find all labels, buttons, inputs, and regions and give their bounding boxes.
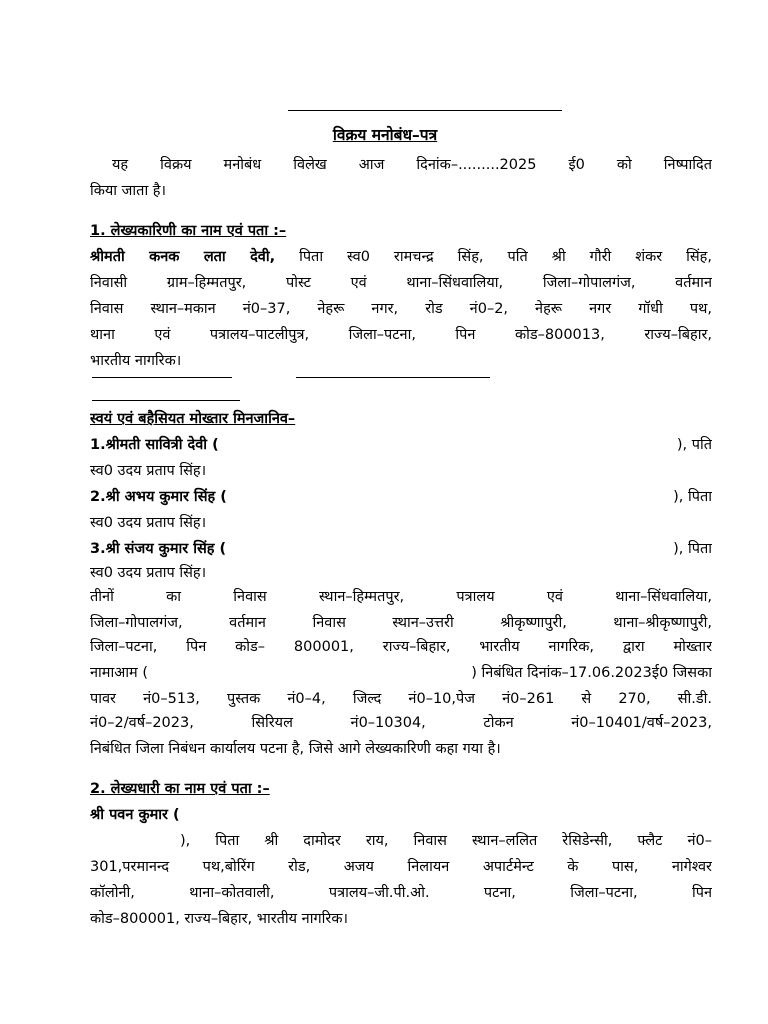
section1-line-1 bbox=[90, 244, 712, 270]
party-3-name: 3.श्री संजय कुमार सिंह ( bbox=[90, 541, 227, 557]
section1-line-2: निवासी ग्राम–हिम्मतपुर, पोस्ट एवं थाना–सिंधवालिया, जिला–गोपालगंज, वर्तमान bbox=[90, 275, 712, 291]
attorney-para-4-left: नामाआम ( bbox=[90, 665, 148, 681]
attorney-para-1: तीनों का निवास स्थान–हिम्मतपुर, पत्रालय एवं थाना–सिंधवालिया, bbox=[90, 589, 712, 605]
party-1-relation: ), पति bbox=[676, 437, 712, 453]
party-3-relation: ), पिता bbox=[673, 541, 712, 557]
top-rule bbox=[288, 110, 562, 111]
attorney-para-3: जिला–पटना, पिन कोड– 800001, राज्य–बिहार, भारतीय नागरिक, द्वारा मोख्तार bbox=[90, 639, 712, 655]
intro-line-1: यह विक्रय मनोबंध विलेख आज दिनांक–.........2025 ई0 को निष्पादित bbox=[112, 157, 712, 173]
attorney-para-2: जिला–गोपालगंज, वर्तमान निवास स्थान–उत्तरी श्रीकृष्णापुरी, थाना–श्रीकृष्णापुरी, bbox=[90, 615, 712, 631]
section2-line-3: कॉलोनी, थाना–कोतवाली, पत्रालय–जी.पी.ओ. पटना, जिला–पटना, पिन bbox=[90, 885, 712, 901]
party-3-line bbox=[90, 536, 712, 562]
document-title: विक्रय मनोबंध–पत्र bbox=[332, 126, 438, 144]
signature-rule-left bbox=[92, 377, 232, 378]
intro-line-2: किया जाता है। bbox=[90, 183, 167, 199]
section1-line-4: थाना एवं पत्रालय–पाटलीपुत्र, जिला–पटना, पिन कोड–800013, राज्य–बिहार, bbox=[90, 327, 712, 343]
section2-heading: 2. लेख्यधारी का नाम एवं पता :– bbox=[90, 781, 270, 797]
party-2-line bbox=[90, 484, 712, 510]
section2-line-2: 301,परमानन्द पथ,बोरिंग रोड, अजय निलायन अपार्टमेन्ट के पास, नागेश्वर bbox=[90, 859, 712, 875]
attorney-heading: स्वयं एवं बहैसियत मोख्तार मिनजानिव– bbox=[90, 411, 296, 427]
signature-rule-lower bbox=[92, 400, 240, 401]
section2-line-4: कोड–800001, राज्य–बिहार, भारतीय नागरिक। bbox=[90, 911, 348, 927]
claimant-name: श्री पवन कुमार ( bbox=[90, 807, 180, 823]
section2-line-1: ), पिता श्री दामोदर राय, निवास स्थान–ललित रेसिडेन्सी, फ्लैट नं0– bbox=[180, 833, 712, 849]
party-1-line bbox=[90, 432, 712, 458]
party-1-name: 1.श्रीमती सावित्री देवी ( bbox=[90, 437, 219, 453]
party-2-father: स्व0 उदय प्रताप सिंह। bbox=[90, 515, 207, 531]
section1-line-5: भारतीय नागरिक। bbox=[90, 353, 182, 369]
attorney-para-7: निबंधित जिला निबंधन कार्यालय पटना है, जिसे आगे लेख्यकारिणी कहा गया है। bbox=[90, 741, 501, 757]
attorney-para-6: नं0–2/वर्ष–2023, सिरियल नं0–10304, टोकन नं0–10401/वर्ष–2023, bbox=[90, 715, 712, 731]
party-3-father: स्व0 उदय प्रताप सिंह। bbox=[90, 565, 207, 581]
executant-line1-rest: पिता स्व0 रामचन्द्र सिंह, पति श्री गौरी शंकर सिंह, bbox=[275, 249, 712, 265]
section1-line-3: निवास स्थान–मकान नं0–37, नेहरू नगर, रोड नं0–2, नेहरू नगर गॉधी पथ, bbox=[90, 301, 712, 317]
signature-rule-right bbox=[296, 377, 490, 378]
executant-name: श्रीमती कनक लता देवी, bbox=[90, 249, 276, 265]
section1-heading: 1. लेख्यकारिणी का नाम एवं पता :– bbox=[90, 223, 287, 239]
party-1-father: स्व0 उदय प्रताप सिंह। bbox=[90, 463, 207, 479]
party-2-name: 2.श्री अभय कुमार सिंह ( bbox=[90, 489, 227, 505]
party-2-relation: ), पिता bbox=[673, 489, 712, 505]
attorney-para-4 bbox=[90, 660, 712, 686]
attorney-para-4-right: ) निबंधित दिनांक–17.06.2023ई0 जिसका bbox=[471, 665, 712, 681]
attorney-para-5: पावर नं0–513, पुस्तक नं0–4, जिल्द नं0–10,पेज नं0–261 से 270, सी.डी. bbox=[90, 691, 712, 707]
